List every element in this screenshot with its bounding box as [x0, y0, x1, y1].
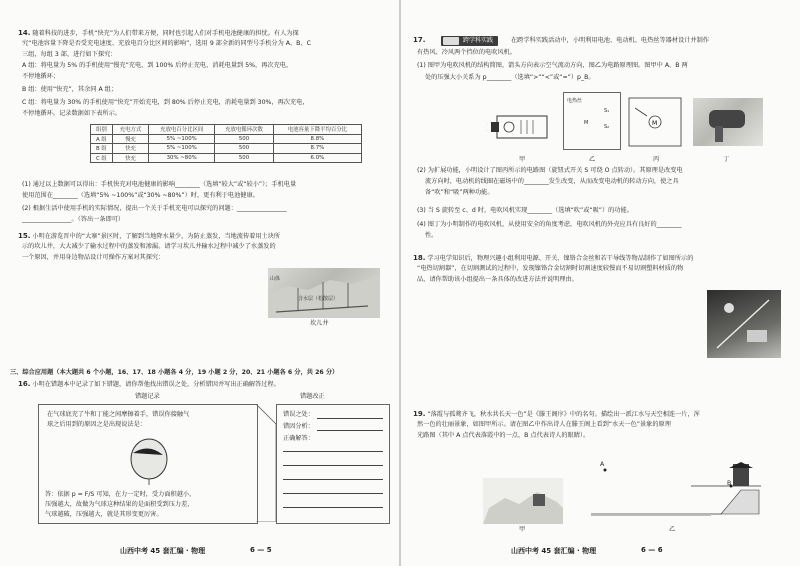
table-cell: 5% ~100%	[149, 134, 215, 144]
karez-diagram-icon	[268, 268, 380, 318]
q14-line: 随着科技的进步，手机“快充”为人们带来方便，同时也引起人们对手机电池健康的担忧。有人为探	[32, 30, 299, 37]
karez-caption: 坎儿井	[310, 320, 329, 327]
hairdryer-icon	[693, 98, 763, 146]
table-header-cell: 组别	[91, 125, 113, 135]
cross-discipline-tag-label: 跨学科实践	[463, 37, 494, 44]
table-cell: 慢充	[112, 134, 148, 144]
table-header-cell: 充放电百分比区间	[149, 125, 215, 135]
q14-line: 究“电池容量下降是否受充电速度、充放电百分比区间的影响”，选用 9 部全新的同型号手机分为 A、B、C	[22, 40, 311, 47]
q16-number: 16.	[18, 380, 31, 388]
karez-figure	[268, 268, 380, 318]
left-footer-title: 山西中考 45 套汇编 · 物理	[120, 547, 206, 555]
q18-line: “电热切割器”，在切割测试的过程中，发现镍铬合金切割时切割速度较慢而不易切割塑料材质的物	[417, 265, 684, 272]
q16-record-heading: 错题记录	[135, 393, 160, 400]
table-cell: 8.8%	[273, 134, 361, 144]
table-row	[91, 144, 362, 154]
reflection-diagram-icon	[591, 462, 771, 522]
q17-sub4b: 性。	[425, 232, 438, 239]
q14-number: 14.	[18, 29, 31, 37]
record-line: 在气球底充了牛和丁能之间摩擦着手，错误你接触气	[47, 411, 190, 418]
balloon-illustration-icon	[119, 435, 179, 485]
figure-yi-caption: 乙	[589, 156, 596, 163]
q14-sub1: (1) 通过以上数据可以得出：手机快充对电池健康的影响________（选填“较大”或“较小”）；手机电量	[22, 181, 297, 188]
fix-label-location: 错误之处：	[283, 411, 314, 418]
table-cell: 快充	[112, 153, 148, 163]
left-page	[0, 0, 399, 566]
left-page-number: 6 — 5	[250, 546, 272, 554]
q14-sub1b: 使用范围在________（选填“5% ~100%”或“30% ~80%”）时，更有利于电池健康。	[22, 192, 259, 199]
q17-line: (1) 图甲为电吹风机的结构简图，箭头方向表示空气流动方向，图乙为电路原理图。图甲中 A、B 两	[417, 62, 688, 69]
q16-fix-heading: 错题改正	[300, 393, 325, 400]
q14-line: C 组：将电量为 30% 的手机使用“快充”开始充电，到 80% 后停止充电，消耗电量到 30%，再次充电，	[22, 99, 309, 106]
answer-line	[283, 465, 383, 466]
q19-line: 光路图（其中 A 点代表落霞中的一点，B 点代表诗人的眼睛）。	[417, 432, 590, 439]
figure-bing-caption: 丙	[653, 156, 660, 163]
q14-sub2: (2) 根据生活中使用手机的实际情况，提出一个关于手机充电可以探究的问题：________________	[22, 205, 287, 212]
answer-line	[283, 479, 383, 480]
answer-line	[317, 418, 383, 419]
circuit-switch1-label: S₁	[604, 108, 610, 114]
right-footer-title: 山西中考 45 套汇编 · 物理	[511, 547, 597, 555]
right-page-number: 6 — 6	[641, 546, 663, 554]
q17-sub3: (3) 当 S 旋转至 c、d 时，电吹风机实现________（选填“吹”或“吸”）的功能。	[417, 207, 633, 214]
fix-label-analysis: 错因分析：	[283, 423, 314, 430]
record-formula: 气球越破，压强越大，就是其形变更厉害。	[45, 511, 163, 518]
pavilion-painting-icon	[483, 478, 563, 524]
table-row	[91, 153, 362, 163]
error-fix-box	[276, 404, 390, 524]
q14-line: B 组：使用“快充”，其余同 A 组；	[22, 86, 118, 93]
q17-line: 有热风、冷风两个挡位的电吹风机。	[417, 49, 516, 56]
point-b-label: B	[727, 480, 732, 487]
table-row	[91, 134, 362, 144]
hot-wire-cutter-photo	[707, 290, 781, 358]
karez-aquifer-label: 含水层（松散层）	[298, 296, 339, 302]
q14-line: 不停地循环。记录数据如下表所示。	[22, 110, 121, 117]
q18-line: 学习电学知识后，物理兴趣小组利用电源、开关、镍铬合金丝和若干导线等物品制作了如图所示的	[427, 255, 694, 262]
table-header-cell: 电池容量下降平均百分比	[273, 125, 361, 135]
fix-label-solution: 正确解答：	[283, 435, 314, 442]
q19-line: “落霞与孤鹜齐飞，秋水共长天一色”是《滕王阁序》中的名句。描绘出一派江水与天空相连一片，浑	[427, 411, 700, 418]
q14-line: 三组，每组 3 部，进行如下探究：	[22, 51, 117, 58]
svg-text:M: M	[652, 120, 658, 127]
record-formula: 压强越大，故做为气球这种结果的是面积受到压力差，	[45, 501, 194, 508]
table-cell: 30% ~80%	[149, 153, 215, 163]
table-cell: 5% ~100%	[149, 144, 215, 154]
table-cell: B 组	[91, 144, 113, 154]
q15-line: 示的坎儿井，大大减少了输水过程中的蒸发和渗漏。请学习坎儿井输水过程中减少了水蒸发的	[22, 243, 276, 250]
hot-wire-cutter-icon	[707, 290, 781, 358]
q14-line: 不停地循环；	[22, 73, 60, 80]
q14-line: A 组：将电量为 5% 的手机使用“慢充”充电，到 100% 后停止充电，消耗电量到 5%，再次充电，	[22, 62, 293, 69]
circuit-heater-label: 电热丝	[567, 98, 583, 104]
q19-block	[413, 410, 700, 419]
right-page	[401, 0, 800, 566]
q15-line: 小明在游览晋中的“大寨”景区时，了解到当地降水量少，为防止蒸发，当地流传着用土块所	[32, 233, 281, 240]
q15-line: 一个原因，并用身边物品设计可操作方案对其探究：	[22, 254, 165, 261]
q17-line: 处的压强大小关系为 p________（选填“>”“<”或“=”）p_B。	[425, 74, 595, 81]
hairdryer-structure-diagram-icon	[487, 104, 557, 154]
table-cell: 8.7%	[273, 144, 361, 154]
table-cell: 500	[215, 144, 274, 154]
answer-line	[283, 493, 383, 494]
q17-sub2: (2) 为扩展功能，小明设计了图丙所示的电路图（旋钮式开关 S 可绕 O 点转动）。其原理是改变电	[417, 167, 683, 174]
q18-line: 品，请你帮助该小组提出一条具体的改进方法并说明理由。	[417, 276, 578, 283]
figure-jia-19-caption: 甲	[519, 526, 526, 533]
answer-line	[283, 451, 383, 452]
section-three-heading: 三、综合应用题（本大题共 6 个小题，16、17、18 小题各 4 分，19 小题 2 分，20、21 小题各 6 分，共 26 分）	[10, 369, 339, 376]
q18-number: 18.	[413, 254, 426, 262]
q14-block	[18, 29, 299, 38]
q19-number: 19.	[413, 410, 426, 418]
reversing-circuit-icon	[625, 94, 685, 150]
q17-sub2: 流方向时，电动机的线圈在磁场中的________发生改变，从而改变电动机的转动方向，使之具	[425, 178, 679, 185]
record-line: 球之后用到的原因之是出现说法是：	[47, 421, 146, 428]
q17-number: 17.	[413, 36, 426, 44]
figure-ding-caption: 丁	[723, 156, 730, 163]
q18-block	[413, 254, 693, 263]
answer-line	[283, 507, 383, 508]
circuit-motor-label: M	[584, 120, 589, 126]
record-formula: 答：依据 p = F/S 可知，在力一定时，受力面积越小，	[45, 491, 196, 498]
table-cell: 500	[215, 134, 274, 144]
table-header-cell: 充放电循环次数	[215, 125, 274, 135]
figure-jia-caption: 甲	[519, 156, 526, 163]
q17-number-wrap	[413, 36, 425, 45]
karez-top-label: 山体	[270, 276, 281, 282]
circuit-diagram-yi	[563, 92, 621, 150]
table-cell: C 组	[91, 153, 113, 163]
q14-sub2b: ________________。（答出一条即可）	[22, 216, 125, 223]
q16-line: 小明在错题本中记录了如下错题，请你帮他找出错误之处，分析错因并写出正确解答过程。	[32, 381, 280, 388]
tag-icon	[443, 37, 459, 45]
table-header-cell: 充电方式	[112, 125, 148, 135]
table-cell: 快充	[112, 144, 148, 154]
q15-block	[18, 232, 280, 241]
q19-line: 然一色的壮丽景象，如图甲所示。请在图乙中作出诗人在滕王阁上看到“水天一色”景象的原理	[417, 421, 671, 428]
q16-block	[18, 380, 280, 389]
q17-sub2: 备“吹”和“吸”两种功能。	[425, 189, 494, 196]
q15-number: 15.	[18, 232, 31, 240]
circuit-switch2-label: S₂	[604, 124, 610, 130]
notebook-fold-icon	[256, 404, 276, 522]
table-cell: 500	[215, 153, 274, 163]
q17-sub4: (4) 图丁为小明制作的电吹风机，从使用安全的角度考虑，电吹风机的外壳应具有良好的________	[417, 221, 682, 228]
table-header-row	[91, 125, 362, 135]
error-record-box	[38, 404, 258, 524]
q17-line: 在跨学科实践活动中，小明利用电池、电动机、电热丝等器材设计并制作	[511, 37, 709, 44]
cross-discipline-tag	[441, 36, 498, 46]
figure-yi-19-caption: 乙	[669, 526, 676, 533]
point-a-label: A	[600, 461, 605, 468]
hairdryer-photo	[693, 98, 763, 146]
q14-data-table	[90, 124, 362, 163]
table-cell: 6.0%	[273, 153, 361, 163]
answer-line	[317, 430, 383, 431]
table-cell: A 组	[91, 134, 113, 144]
